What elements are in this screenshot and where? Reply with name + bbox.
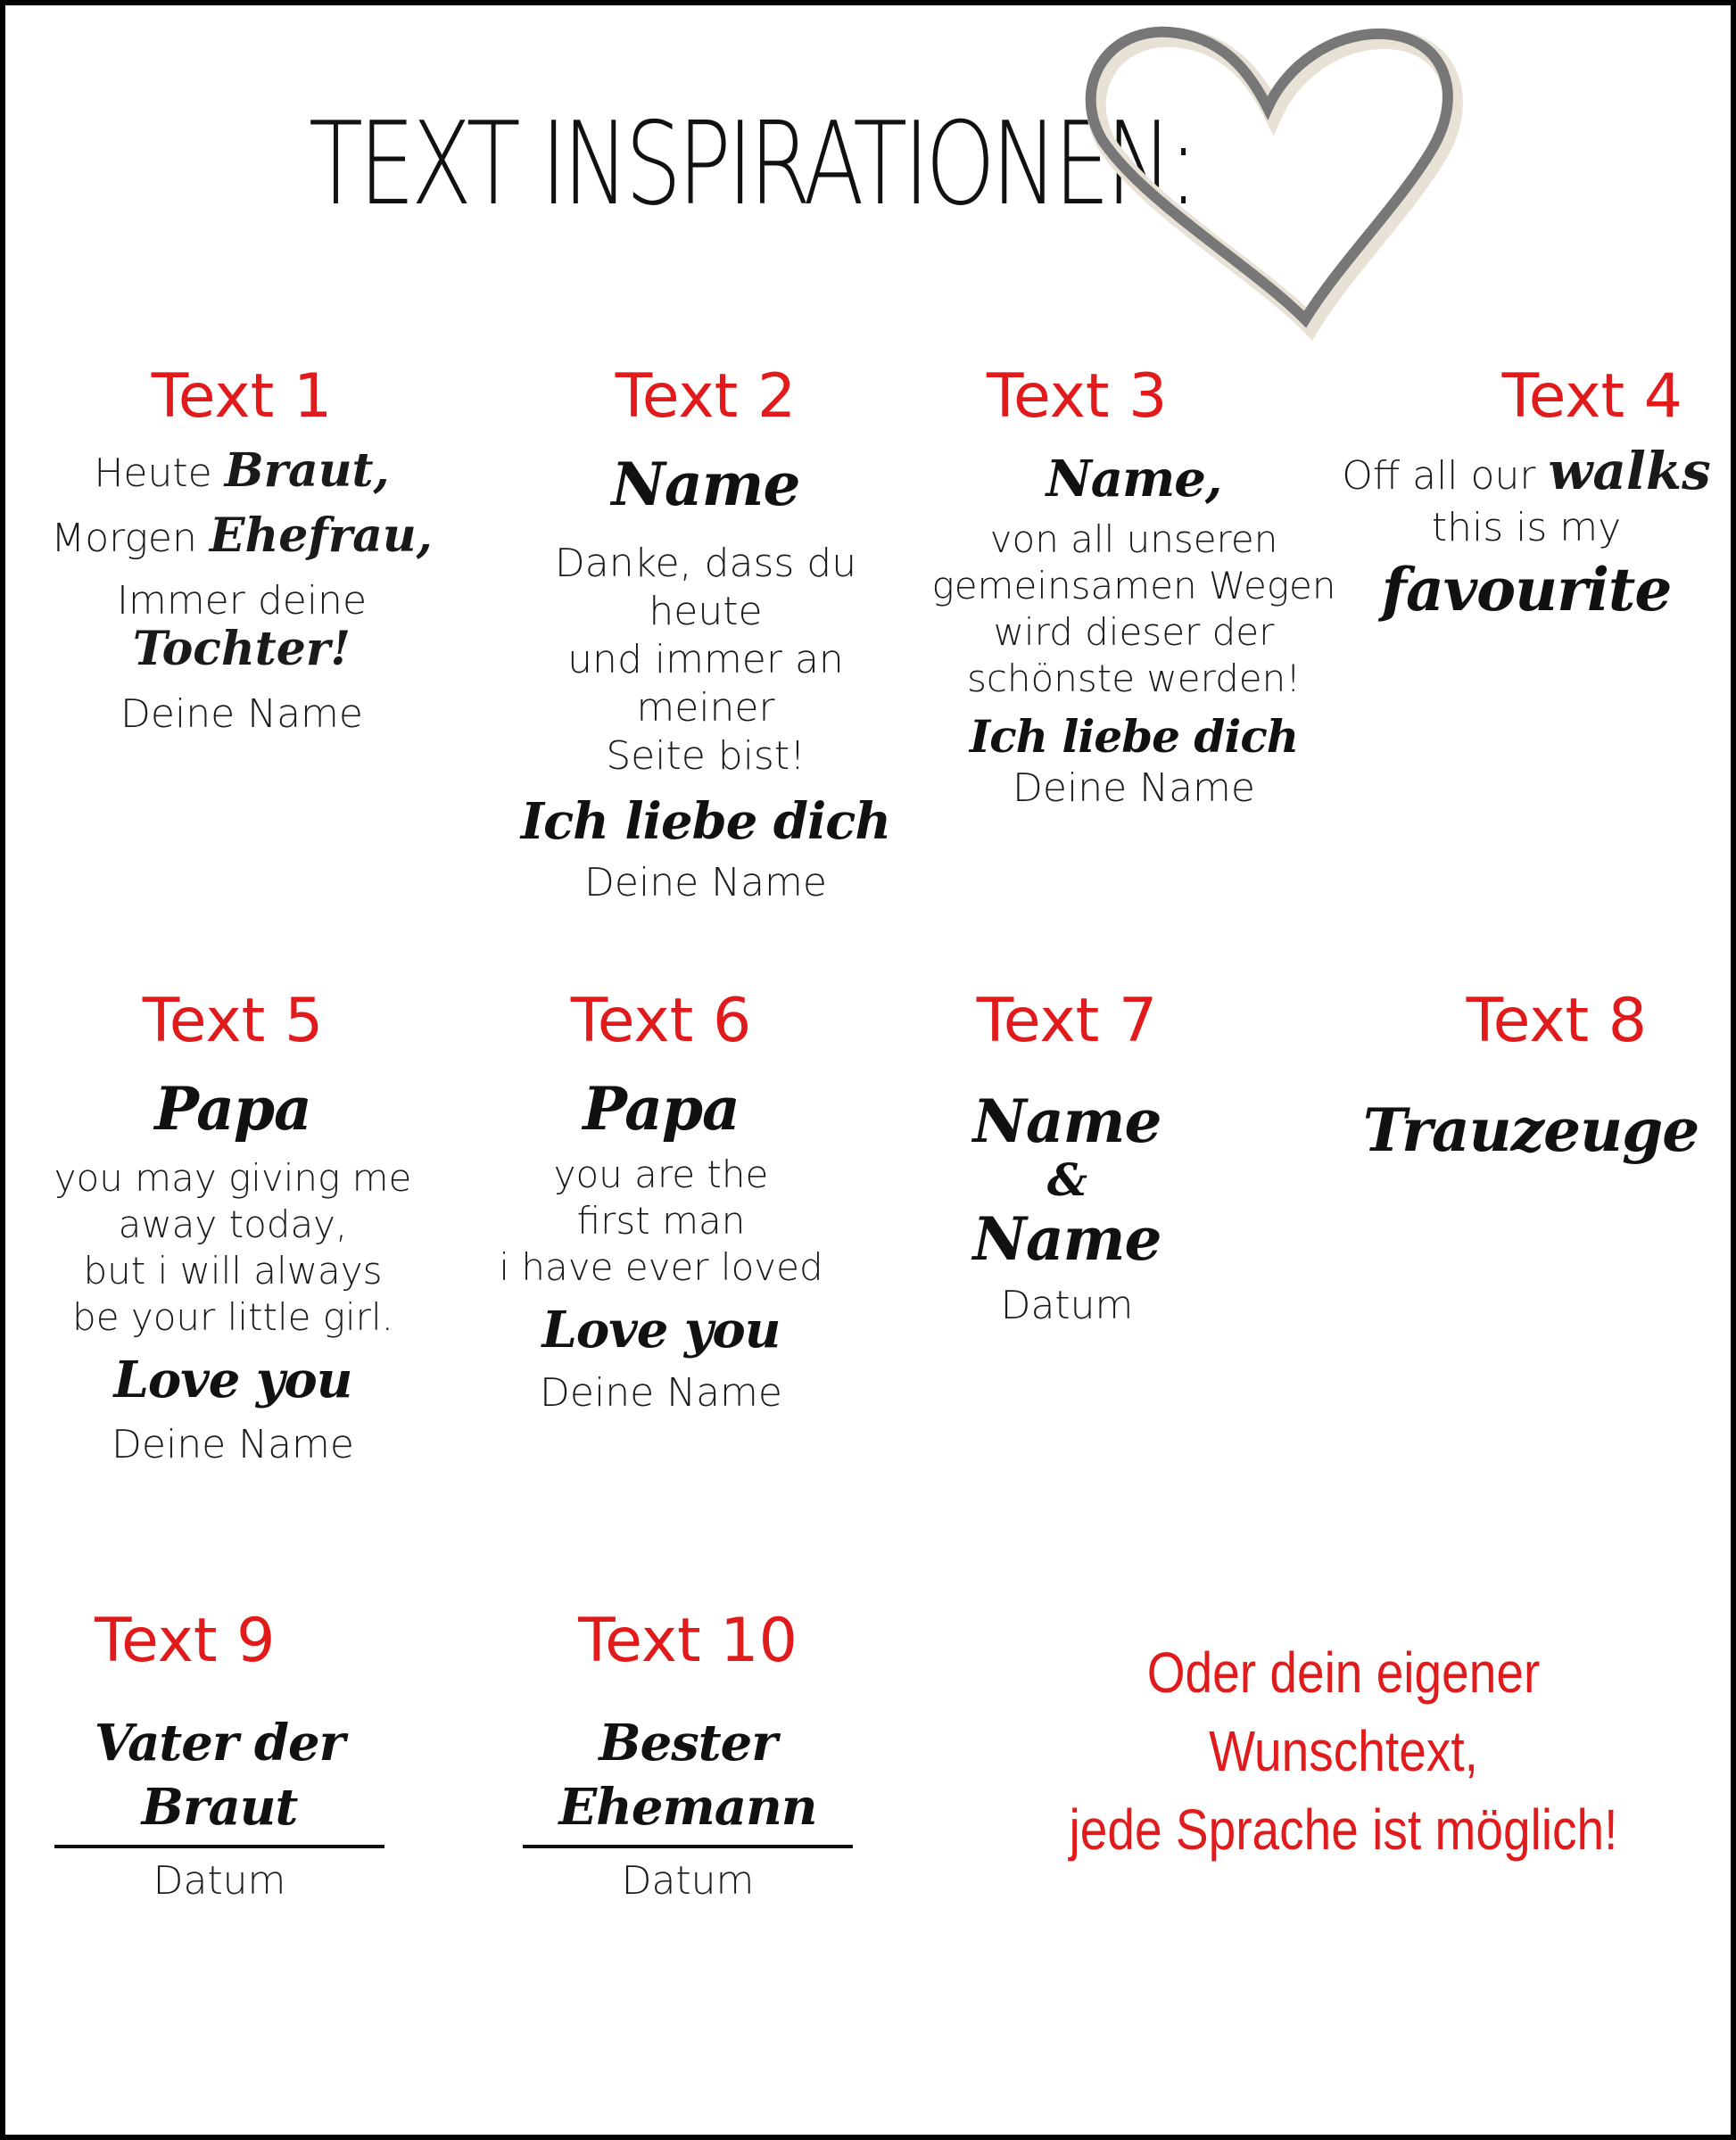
text-line: first man <box>576 1199 746 1243</box>
text-line <box>32 577 451 676</box>
date-text: Datum <box>1000 1283 1134 1328</box>
text-fragment: Immer deine <box>116 578 368 624</box>
script-fragment: Ehefrau, <box>209 508 433 563</box>
script-line: Ich liebe dich <box>520 792 891 851</box>
option-label: Text 2 <box>615 361 797 432</box>
text-option-2 <box>505 361 906 907</box>
script-line: & <box>1046 1153 1087 1206</box>
date-text: Datum <box>621 1858 755 1904</box>
text-line: but i will always <box>83 1249 383 1293</box>
page-title: TEXT INSPIRATIONEN: <box>309 98 1195 231</box>
text-fragment: Morgen <box>51 516 197 561</box>
custom-text-line: Oder dein eigener Wunschtext, <box>1146 1640 1541 1783</box>
date-text: Datum <box>153 1858 286 1904</box>
text-option-1 <box>32 361 451 739</box>
script-line: Bester Ehemann <box>558 1714 817 1837</box>
signature-name: Deine Name <box>120 691 363 737</box>
text-line: wird dieser der <box>993 610 1275 654</box>
text-line: away today, <box>118 1202 348 1246</box>
custom-text-line: jede Sprache ist möglich! <box>1069 1797 1618 1862</box>
signature-name: Deine Name <box>1013 765 1255 811</box>
script-fragment: Braut, <box>224 443 390 498</box>
option-label: Text 5 <box>142 986 324 1056</box>
option-label: Text 6 <box>570 986 752 1056</box>
option-label: Text 8 <box>1466 986 1647 1056</box>
text-line: be your little girl. <box>72 1295 393 1339</box>
text-line: von all unseren <box>989 517 1278 561</box>
text-fragment: Off all our <box>1342 453 1536 499</box>
inspiration-sheet <box>5 5 1731 2135</box>
option-label: Text 3 <box>987 361 1168 432</box>
script-line: Love you <box>541 1301 781 1359</box>
text-line: Danke, dass du heute <box>554 541 857 634</box>
script-line: Vater der Braut <box>94 1714 345 1837</box>
text-option-3 <box>924 361 1343 813</box>
text-option-9 <box>41 1606 398 1905</box>
text-line <box>32 443 451 498</box>
signature-name: Deine Name <box>540 1370 782 1416</box>
script-fragment: walks <box>1548 441 1711 501</box>
text-line <box>1326 441 1727 501</box>
option-label: Text 4 <box>1501 361 1682 432</box>
script-line: Trauzeuge <box>1362 1095 1699 1165</box>
script-line: Papa <box>583 1074 740 1144</box>
option-label: Text 9 <box>95 1606 276 1676</box>
text-line: you are the <box>553 1153 769 1196</box>
text-line: schönste werden! <box>966 657 1302 700</box>
text-option-10 <box>500 1606 875 1905</box>
option-label: Text 1 <box>151 361 333 432</box>
text-line: gemeinsamen Wegen <box>931 564 1336 607</box>
script-line: Papa <box>154 1074 311 1144</box>
text-line <box>32 508 451 563</box>
signature-name: Deine Name <box>584 860 827 905</box>
text-line: this is my <box>1431 505 1622 550</box>
script-fragment: Tochter! <box>132 622 351 676</box>
text-line: und immer an meiner <box>567 637 844 731</box>
option-label: Text 10 <box>578 1606 798 1676</box>
text-line: Seite bist! <box>606 733 806 779</box>
script-line: Love you <box>113 1351 352 1409</box>
text-option-8 <box>1343 986 1718 1168</box>
text-option-4 <box>1326 361 1727 627</box>
signature-name: Deine Name <box>112 1422 354 1467</box>
script-line: Name <box>611 450 800 519</box>
script-line: Name, <box>1046 450 1222 508</box>
custom-text-note <box>1006 1633 1682 1869</box>
option-label: Text 7 <box>976 986 1158 1056</box>
text-fragment: Heute <box>94 450 212 496</box>
text-line: i have ever loved <box>499 1245 823 1289</box>
text-option-7 <box>915 986 1219 1330</box>
text-line: you may giving me <box>54 1156 412 1200</box>
signature-line <box>523 1845 853 1848</box>
text-option-6 <box>460 986 862 1417</box>
signature-line <box>54 1845 384 1848</box>
text-option-5 <box>32 986 434 1469</box>
script-line: Ich liebe dich <box>969 710 1299 763</box>
script-line: Name <box>972 1087 1161 1156</box>
script-line: Name <box>972 1204 1161 1274</box>
heart-icon <box>1071 23 1464 344</box>
script-line: favourite <box>1381 555 1672 624</box>
